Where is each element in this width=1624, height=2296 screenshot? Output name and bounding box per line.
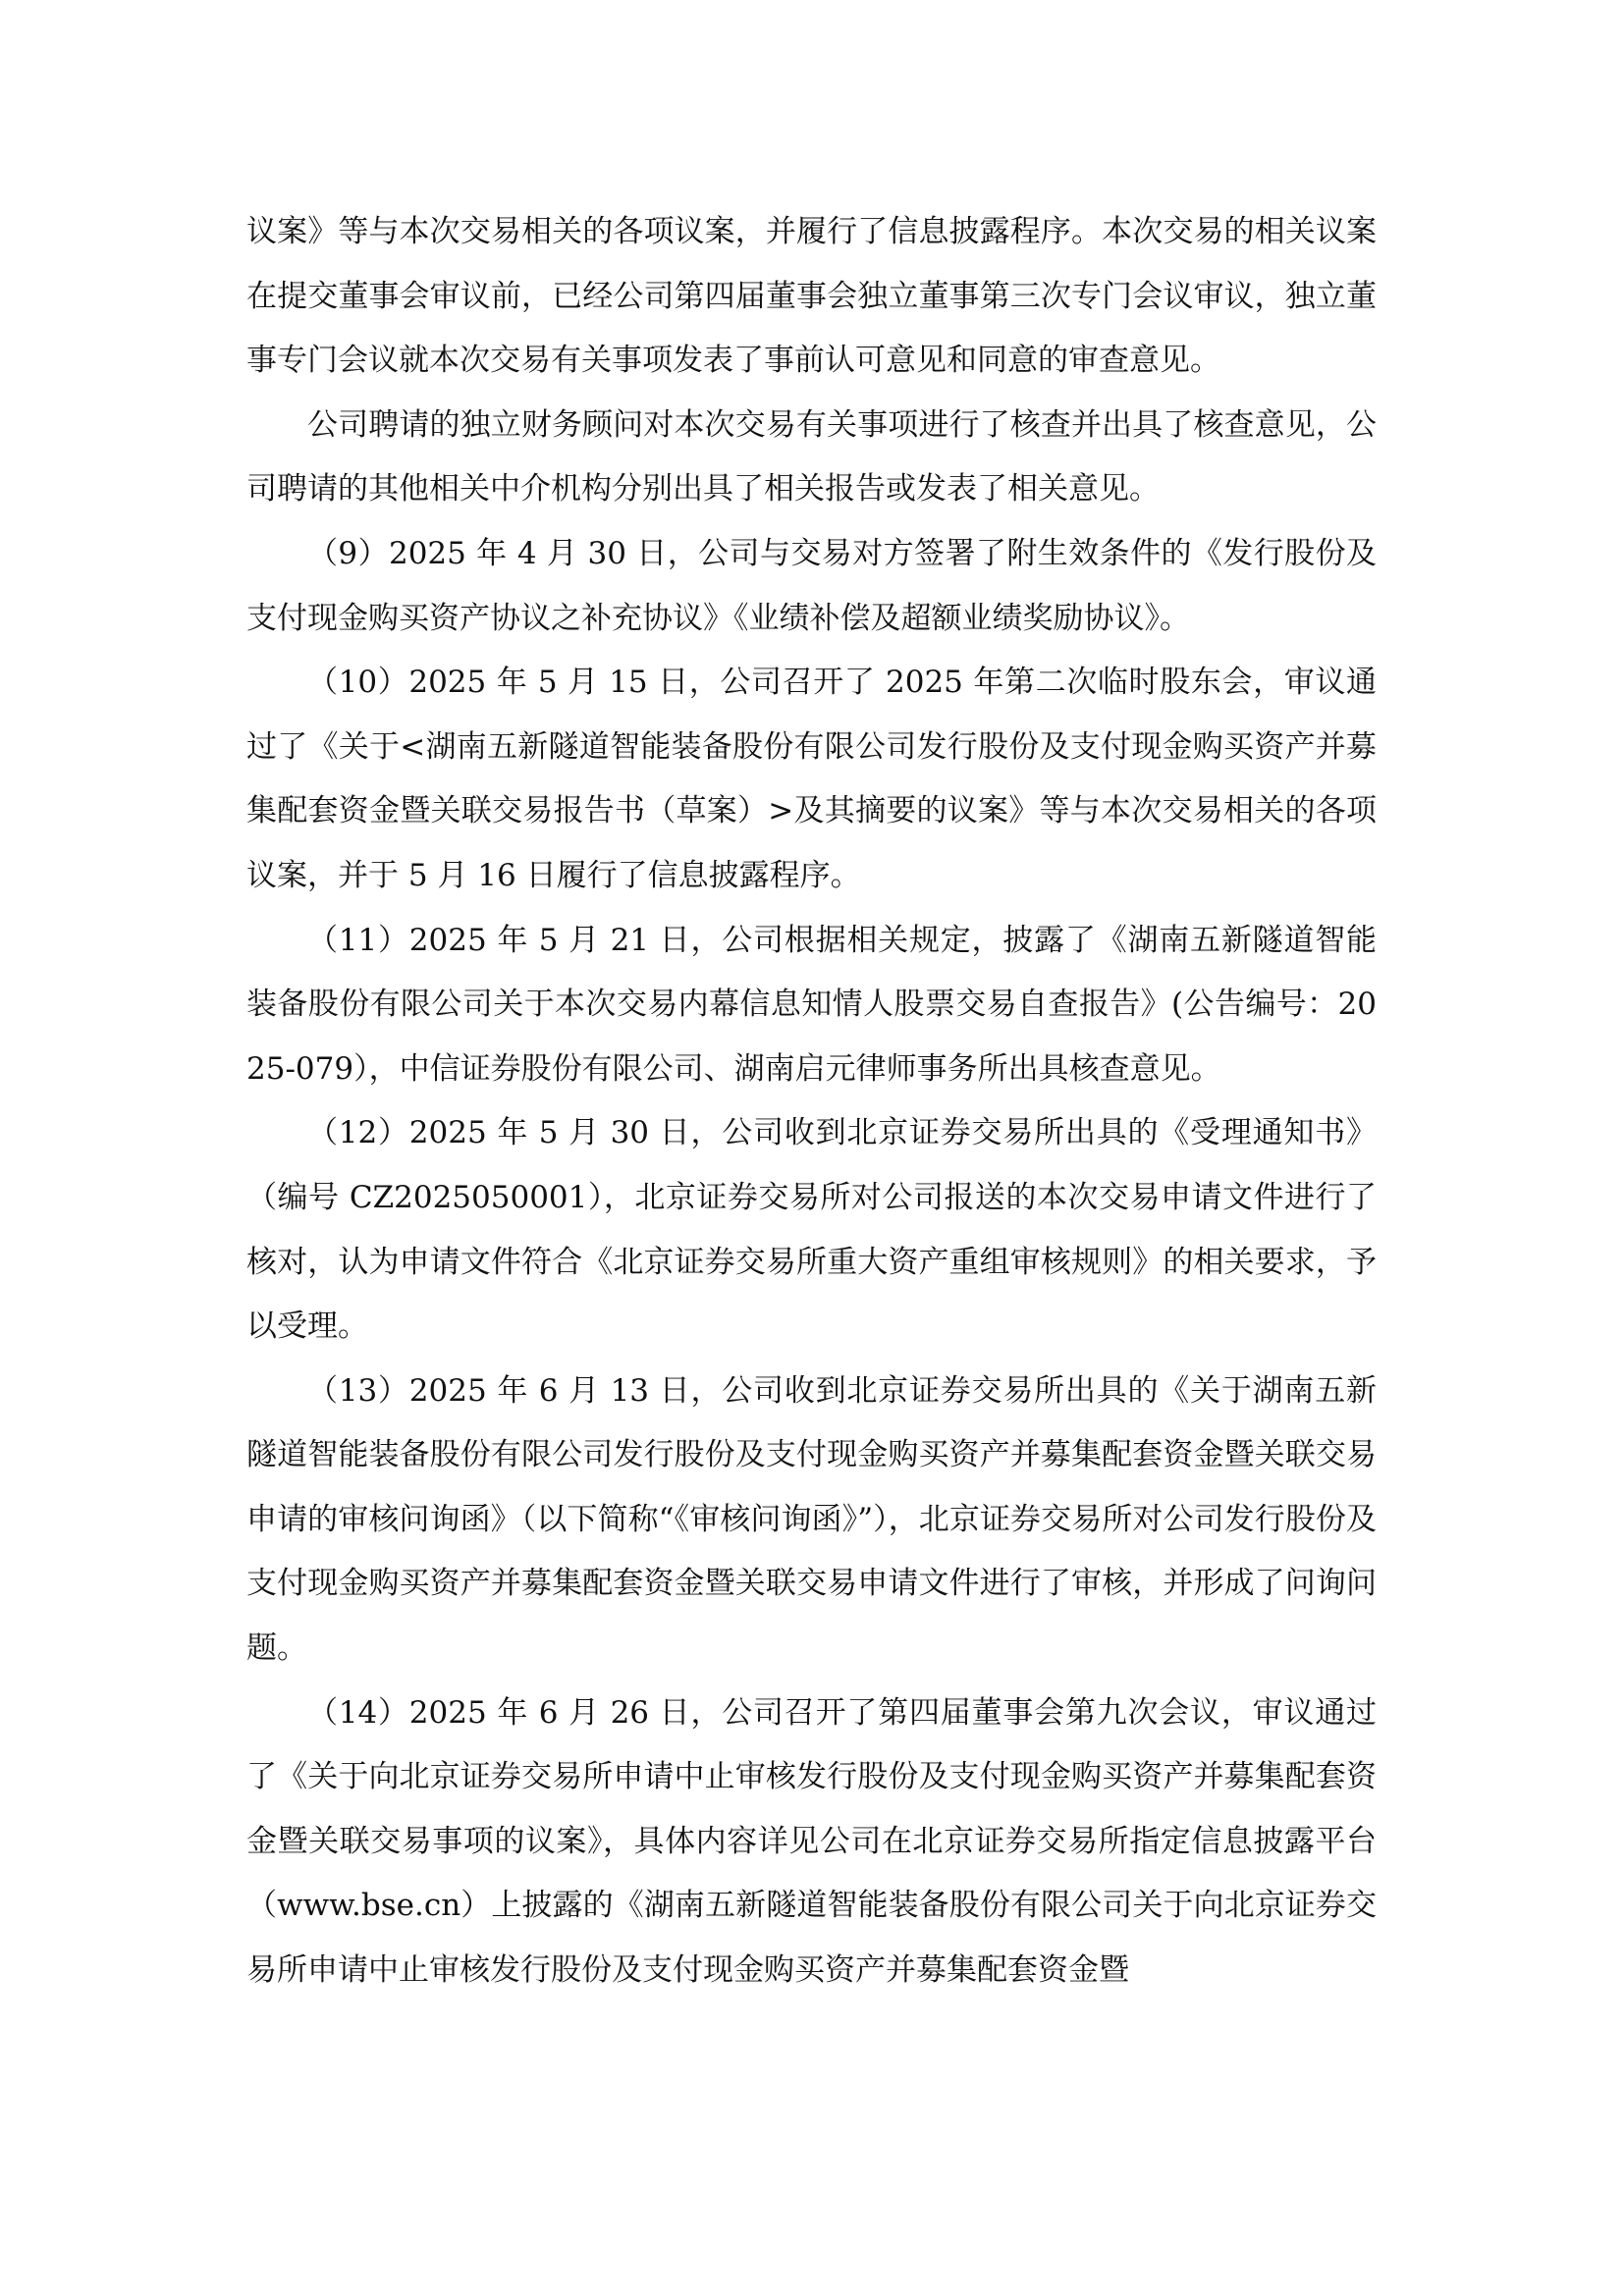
paragraph-continuation: 议案》等与本次交易相关的各项议案，并履行了信息披露程序。本次交易的相关议案在提交董事会审议前，已经公司第四届董事会独立董事第三次专门会议审议，独立董事专门会议就本次交易有关事项发表了事前认可意见和同意的审查意见。 — [246, 214, 1377, 379]
paragraph-item-13: （13）2025 年 6 月 13 日，公司收到北京证券交易所出具的《关于湖南五新隧道智能装备股份有限公司发行股份及支付现金购买资产并募集配套资金暨关联交易申请的审核问询函》（以下简称“《审核问询函》”），北京证券交易所对公司发行股份及支付现金购买资产并募集配套资金暨关联交易申请文件进行了审核，并形成了问询问题。 — [246, 1372, 1377, 1667]
document-body — [246, 200, 1377, 2003]
paragraph-item-9: （9）2025 年 4 月 30 日，公司与交易对方签署了附生效条件的《发行股份及支付现金购买资产协议之补充协议》《业绩补偿及超额业绩奖励协议》。 — [246, 535, 1377, 636]
paragraph-financial-advisor: 公司聘请的独立财务顾问对本次交易有关事项进行了核查并出具了核查意见，公司聘请的其他相关中介机构分别出具了相关报告或发表了相关意见。 — [246, 406, 1377, 507]
paragraph-item-12: （12）2025 年 5 月 30 日，公司收到北京证券交易所出具的《受理通知书》（编号 CZ2025050001），北京证券交易所对公司报送的本次交易申请文件进行了核对，认为申请文件符合《北京证券交易所重大资产重组审核规则》的相关要求，予以受理。 — [246, 1115, 1377, 1345]
paragraph-item-10: （10）2025 年 5 月 15 日，公司召开了 2025 年第二次临时股东会，审议通过了《关于<湖南五新隧道智能装备股份有限公司发行股份及支付现金购买资产并募集配套资金暨关联交易报告书（草案）>及其摘要的议案》等与本次交易相关的各项议案，并于 5 月 16 日履行了信息披露程序。 — [246, 665, 1377, 893]
paragraph-item-11: （11）2025 年 5 月 21 日，公司根据相关规定，披露了《湖南五新隧道智能装备股份有限公司关于本次交易内幕信息知情人股票交易自查报告》(公告编号：2025-079），中信证券股份有限公司、湖南启元律师事务所出具核查意见。 — [246, 922, 1377, 1087]
paragraph-item-14: （14）2025 年 6 月 26 日，公司召开了第四届董事会第九次会议，审议通过了《关于向北京证券交易所申请中止审核发行股份及支付现金购买资产并募集配套资金暨关联交易事项的议案》，具体内容详见公司在北京证券交易所指定信息披露平台（www.bse.cn）上披露的《湖南五新隧道智能装备股份有限公司关于向北京证券交易所申请中止审核发行股份及支付现金购买资产并募集配套资金暨 — [246, 1694, 1377, 1989]
